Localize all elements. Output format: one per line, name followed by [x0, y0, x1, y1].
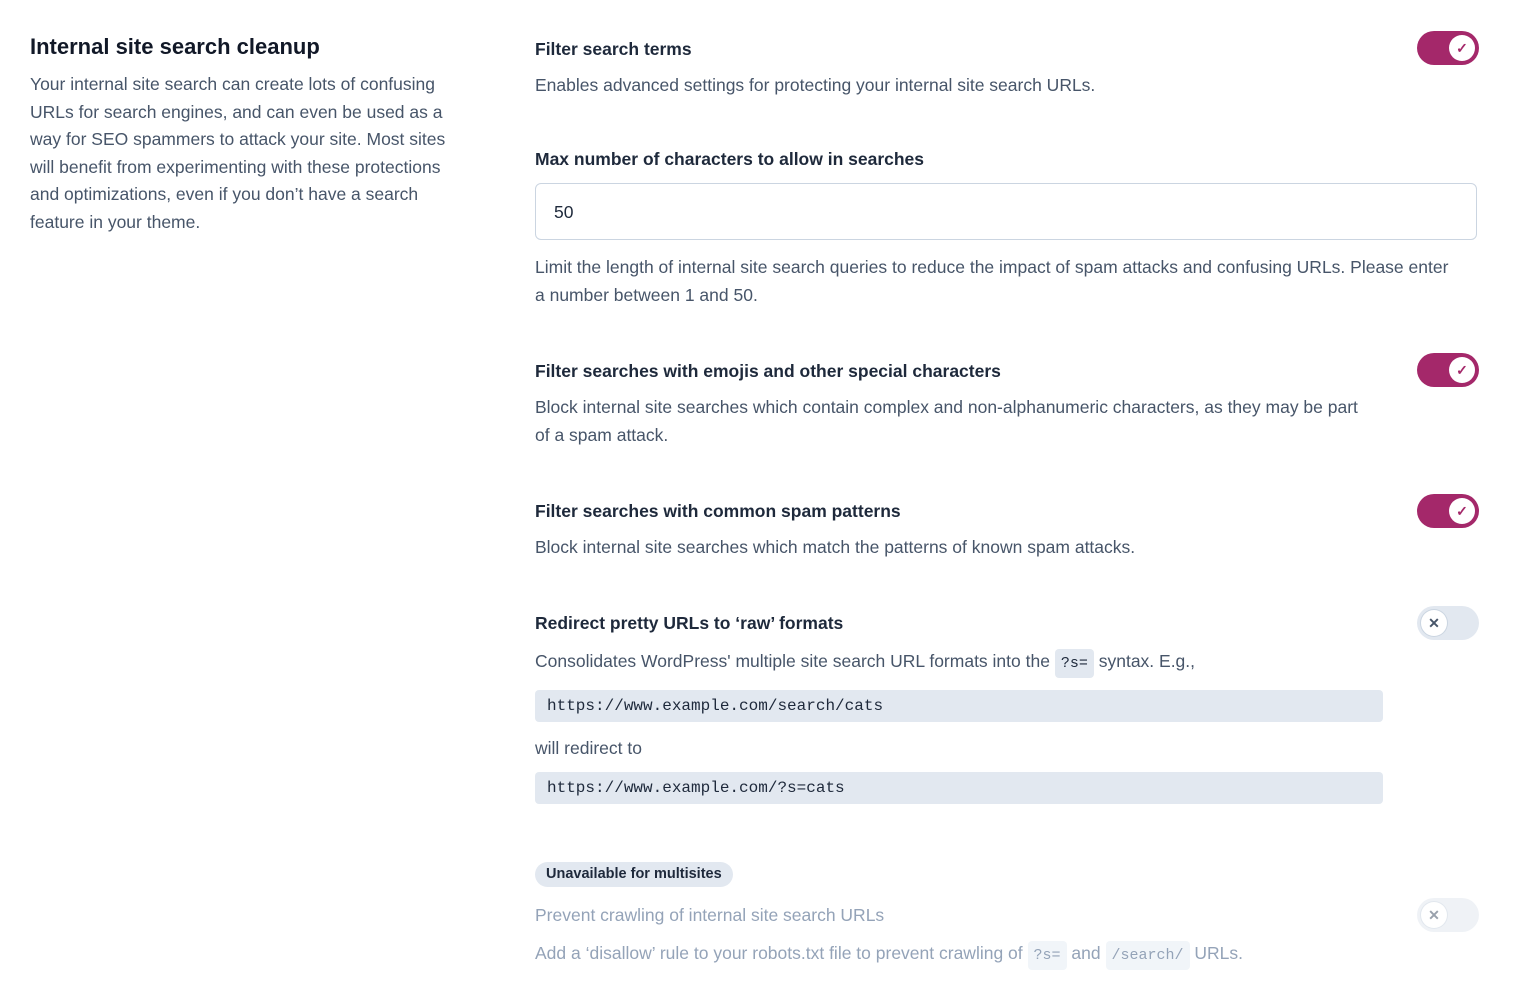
spam-label: Filter searches with common spam patterns	[535, 501, 901, 521]
redirect-middle-text: will redirect to	[535, 738, 642, 758]
crawl-desc-text: Add a ‘disallow’ rule to your robots.txt file to prevent crawling of	[535, 943, 1023, 963]
search-path-code: /search/	[1106, 941, 1190, 970]
example-to-url: https://www.example.com/?s=cats	[535, 772, 1383, 804]
query-code: ?s=	[1055, 649, 1094, 678]
max-chars-description: Limit the length of internal site search queries to reduce the impact of spam attacks and confusing URLs. Please enter a number between 1 and 50.	[535, 257, 1449, 305]
check-icon: ✓	[1449, 357, 1475, 383]
query-code: ?s=	[1028, 941, 1067, 970]
emojis-description: Block internal site searches which contain complex and non-alphanumeric characters, as they may be part of a spam attack.	[535, 397, 1358, 445]
spam-toggle[interactable]	[1417, 494, 1479, 528]
x-icon: ✕	[1421, 610, 1447, 636]
crawl-desc-after: URLs.	[1194, 943, 1244, 963]
x-icon: ✕	[1421, 902, 1447, 928]
max-chars-label: Max number of characters to allow in searches	[535, 149, 925, 169]
section-title: Internal site search cleanup	[30, 34, 320, 59]
redirect-description	[535, 647, 1195, 678]
emojis-label: Filter searches with emojis and other special characters	[535, 361, 1001, 381]
crawl-label: Prevent crawling of internal site search URLs	[535, 905, 885, 925]
crawl-description	[535, 939, 1243, 970]
redirect-label: Redirect pretty URLs to ‘raw’ formats	[535, 613, 844, 633]
filter-terms-description: Enables advanced settings for protecting your internal site search URLs.	[535, 75, 1096, 95]
crawl-and-text: and	[1071, 943, 1101, 963]
emojis-toggle[interactable]	[1417, 353, 1479, 387]
check-icon: ✓	[1449, 35, 1475, 61]
filter-terms-label: Filter search terms	[535, 39, 692, 59]
max-chars-input[interactable]: 50	[535, 183, 1477, 240]
spam-description: Block internal site searches which match the patterns of known spam attacks.	[535, 537, 1136, 557]
filter-terms-toggle[interactable]	[1417, 31, 1479, 65]
example-from-url: https://www.example.com/search/cats	[535, 690, 1383, 722]
redirect-desc-text-after: syntax. E.g.,	[1098, 651, 1196, 671]
check-icon: ✓	[1449, 498, 1475, 524]
redirect-toggle[interactable]	[1417, 606, 1479, 640]
section-description: Your internal site search can create lots of confusing URLs for search engines, and can even be used as a way for SEO spammers to attack your site. Most sites will benefit from experimenting with these protections and optimizations, even if you don’t have a search feature in your theme.	[30, 74, 446, 232]
crawl-toggle	[1417, 898, 1479, 932]
redirect-desc-text: Consolidates WordPress' multiple site search URL formats into the	[535, 651, 1050, 671]
unavailable-badge: Unavailable for multisites	[535, 862, 733, 887]
